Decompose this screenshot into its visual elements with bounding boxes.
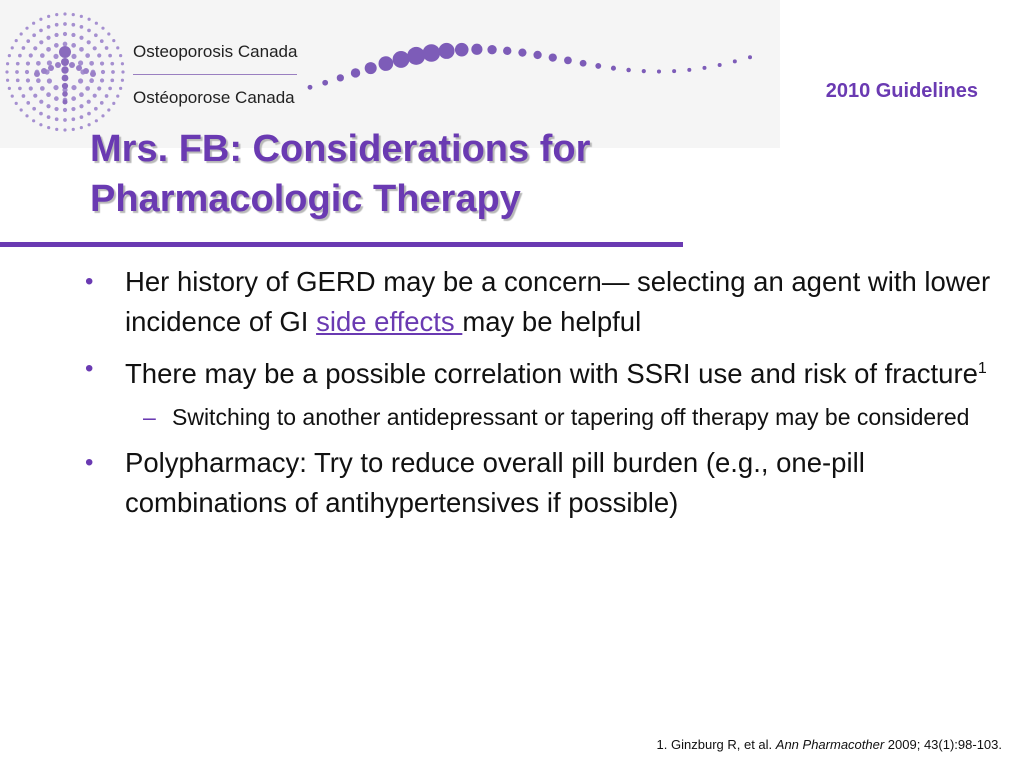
emblem-dot (71, 23, 75, 27)
emblem-figure-arm (69, 62, 75, 68)
emblem-dot (105, 46, 109, 50)
org-name-divider (133, 74, 297, 75)
ribbon-dot (423, 44, 441, 62)
emblem-dot (97, 53, 101, 57)
emblem-dot (119, 87, 122, 90)
emblem-dot (6, 79, 9, 82)
emblem-dot (112, 102, 115, 105)
emblem-dot (39, 40, 43, 44)
emblem-figure-arm (41, 68, 47, 74)
emblem-dot (33, 46, 37, 50)
emblem-dot (55, 128, 58, 131)
emblem-dot (110, 78, 114, 82)
emblem-dot (39, 123, 42, 126)
ribbon-dot (439, 43, 455, 59)
sub-bullet-text: Switching to another antidepressant or tapering off therapy may be considered (172, 404, 970, 431)
emblem-dot (39, 29, 43, 33)
bullet-text-end: may be helpful (462, 306, 642, 337)
emblem-dot (100, 78, 104, 82)
emblem-dot (39, 18, 42, 21)
emblem-dot (32, 33, 36, 37)
emblem-dot (15, 70, 19, 74)
emblem-dot (55, 13, 58, 16)
emblem-dot (33, 94, 37, 98)
emblem-dot (22, 94, 26, 98)
emblem-dot (100, 39, 104, 43)
emblem-dot (97, 86, 101, 90)
ribbon-dot (322, 80, 328, 86)
title-line-2: Pharmacologic Therapy (90, 178, 521, 220)
emblem-dot (116, 94, 119, 97)
bullet-text: There may be a possible correlation with SSRI use and risk of fracture (125, 358, 978, 390)
emblem-dot (94, 107, 98, 111)
emblem-dot (63, 128, 66, 131)
emblem-dot (47, 15, 50, 18)
emblem-dot (36, 78, 41, 83)
emblem-dot (8, 54, 11, 57)
emblem-dot (80, 15, 83, 18)
emblem-dot (15, 39, 18, 42)
emblem-dot (53, 85, 58, 90)
emblem-dot (95, 22, 98, 25)
emblem-dot (87, 29, 91, 33)
bullet-list (85, 262, 1015, 530)
ribbon-dot (518, 49, 526, 57)
ribbon-dot (748, 55, 752, 59)
ribbon-dot (407, 47, 425, 65)
emblem-dot (29, 53, 33, 57)
emblem-dot (6, 62, 9, 65)
emblem-dot (15, 102, 18, 105)
emblem-dot (26, 101, 30, 105)
emblem-dot (5, 70, 8, 73)
emblem-dot (121, 79, 124, 82)
emblem-dot (47, 25, 51, 29)
emblem-dot (40, 53, 45, 58)
emblem-dot (16, 62, 20, 66)
ribbon-dot (379, 56, 394, 71)
emblem-dot (32, 107, 36, 111)
bullet-polypharmacy (85, 443, 1015, 523)
emblem-dot (47, 126, 50, 129)
sub-bullet-dash-icon: – (143, 404, 156, 431)
emblem-figure-arm (90, 71, 96, 77)
emblem-dot (26, 39, 30, 43)
emblem-dot (79, 47, 84, 52)
emblem-dot (46, 36, 50, 40)
emblem-figure-body (63, 100, 68, 105)
emblem-dot (22, 46, 26, 50)
emblem-dot (101, 27, 104, 30)
emblem-dot (78, 60, 83, 65)
emblem-dot (71, 107, 75, 111)
emblem-dot (79, 92, 84, 97)
emblem-dot (80, 25, 84, 29)
emblem-dot (54, 43, 59, 48)
emblem-figure-arm (34, 71, 40, 77)
ribbon-dot (718, 63, 722, 67)
emblem-dot (11, 46, 14, 49)
emblem-dot (18, 54, 22, 58)
bullet-text: Her history of GERD may be a concern— selecting an agent with lower incidence of GI (125, 266, 991, 337)
emblem-dot (79, 36, 83, 40)
bullet-dot-icon: • (85, 355, 94, 382)
emblem-dot (63, 118, 67, 122)
emblem-dot (25, 114, 28, 117)
bullet-ssri (85, 349, 1015, 394)
emblem-dot (112, 39, 115, 42)
emblem-dot (54, 107, 58, 111)
emblem-dot (121, 70, 124, 73)
guidelines-label: 2010 Guidelines (825, 80, 978, 102)
emblem-dot (87, 112, 91, 116)
ribbon-dot (702, 66, 706, 70)
emblem-figure-body (62, 83, 68, 89)
ribbon-dot (533, 51, 541, 59)
emblem-dot (40, 86, 45, 91)
emblem-dot (63, 108, 67, 112)
footnote (657, 737, 1002, 752)
bullet-dot-icon: • (85, 449, 94, 477)
emblem-dot (89, 78, 94, 83)
org-name-en: Osteoporosis Canada (133, 42, 298, 61)
emblem-dot (20, 32, 23, 35)
ribbon-dot (549, 53, 557, 61)
emblem-dot (111, 70, 115, 74)
emblem-dot (93, 94, 97, 98)
emblem-dot (25, 70, 29, 74)
ribbon-dot (611, 66, 616, 71)
ribbon-dot (657, 70, 661, 74)
ribbon-dot (471, 44, 482, 55)
emblem-dot (87, 18, 90, 21)
emblem-dot (87, 100, 91, 104)
ribbon-dot (580, 60, 587, 67)
emblem-dot (100, 61, 104, 65)
emblem-dot (39, 100, 43, 104)
emblem-figure-body (62, 91, 68, 97)
footnote-prefix: 1. Ginzburg R, et al. (656, 737, 776, 752)
emblem-dot (72, 13, 75, 16)
emblem-dot (71, 43, 76, 48)
bullet-dot-icon: • (85, 268, 94, 295)
emblem-dot (16, 78, 20, 82)
sub-bullet-switching (85, 399, 1015, 435)
emblem-dot (63, 42, 68, 47)
emblem-dot (32, 22, 35, 25)
title-underline (0, 242, 683, 247)
ribbon-dot (595, 63, 601, 69)
ribbon-dot (365, 62, 377, 74)
emblem-dot (80, 115, 84, 119)
emblem-dot (78, 78, 83, 83)
emblem-dot (46, 47, 51, 52)
emblem-dot (18, 87, 22, 91)
emblem-dot (105, 94, 109, 98)
title-line-1: Mrs. FB: Considerations for (90, 128, 591, 170)
emblem-figure-body (61, 66, 68, 73)
emblem-dot (54, 96, 59, 101)
ribbon-dot (487, 45, 496, 54)
emblem-dot (11, 94, 14, 97)
emblem-dot (89, 61, 94, 66)
emblem-dot (63, 32, 67, 36)
bullet-text: Polypharmacy: Try to reduce overall pill burden (e.g., one-pill combinations of antihypertensives if possible) (125, 447, 865, 519)
footnote-ref: 1 (977, 360, 987, 377)
emblem-dot (39, 112, 43, 116)
emblem-dot (55, 117, 59, 121)
emblem-dot (110, 62, 114, 66)
emblem-dot (47, 78, 52, 83)
ribbon-dot (337, 74, 344, 81)
emblem-dot (100, 101, 104, 105)
footnote-journal: Ann Pharmacother (775, 737, 885, 752)
ribbon-dot (351, 68, 360, 77)
emblem-dot (47, 60, 52, 65)
ribbon-dot (687, 68, 691, 72)
emblem-dot (63, 12, 66, 15)
ribbon-dot (733, 59, 737, 63)
emblem-dot (71, 85, 76, 90)
emblem-dot (46, 104, 50, 108)
emblem-dot (54, 33, 58, 37)
emblem-dot (80, 126, 83, 129)
emblem-dot (26, 78, 30, 82)
org-name-fr: Ostéoporose Canada (133, 88, 295, 107)
emblem-figure-head (59, 46, 71, 58)
emblem-figure-arm (83, 68, 89, 74)
emblem-figure-arm (55, 62, 61, 68)
emblem-dot (29, 86, 33, 90)
emblem-dot (101, 114, 104, 117)
emblem-dot (72, 128, 75, 131)
emblem-dot (121, 62, 124, 65)
emblem-dot (32, 119, 35, 122)
ribbon-dot (503, 47, 511, 55)
emblem-dot (47, 115, 51, 119)
bullet-gerd (85, 262, 1015, 342)
emblem-figure-body (61, 58, 69, 66)
ribbon-dot (626, 68, 630, 72)
emblem-dot (53, 54, 58, 59)
emblem-dot (46, 92, 51, 97)
slide-title (90, 124, 790, 224)
emblem-dot (26, 61, 30, 65)
emblem-dot (107, 108, 110, 111)
emblem-dot (8, 87, 11, 90)
emblem-figure-arm (48, 65, 54, 71)
emblem-dot (119, 54, 122, 57)
emblem-dot (94, 33, 98, 37)
ribbon-dot (642, 69, 646, 73)
emblem-dot (108, 87, 112, 91)
emblem-dot (85, 53, 90, 58)
emblem-dot (71, 117, 75, 121)
ribbon-dot (672, 69, 676, 73)
emblem-dot (116, 46, 119, 49)
emblem-dot (71, 33, 75, 37)
emblem-dot (55, 23, 59, 27)
emblem-dot (107, 32, 110, 35)
emblem-dot (108, 54, 112, 58)
emblem-dot (79, 104, 83, 108)
emblem-figure-body (62, 75, 69, 82)
side-effects-link[interactable]: side effects (316, 306, 463, 337)
emblem-dot (36, 61, 41, 66)
emblem-dot (25, 27, 28, 30)
ribbon-dot (393, 51, 410, 68)
emblem-dot (93, 46, 97, 50)
emblem-figure-arm (76, 65, 82, 71)
emblem-dot (20, 108, 23, 111)
emblem-dot (95, 119, 98, 122)
ribbon-dot (455, 43, 469, 57)
footnote-suffix: 2009; 43(1):98-103. (884, 737, 1002, 752)
ribbon-dot (564, 57, 572, 65)
ribbon-dot (308, 85, 313, 90)
emblem-dot (87, 40, 91, 44)
emblem-dot (63, 22, 67, 26)
emblem-dot (101, 70, 105, 74)
emblem-dot (71, 96, 76, 101)
emblem-dot (71, 54, 76, 59)
emblem-dot (85, 86, 90, 91)
